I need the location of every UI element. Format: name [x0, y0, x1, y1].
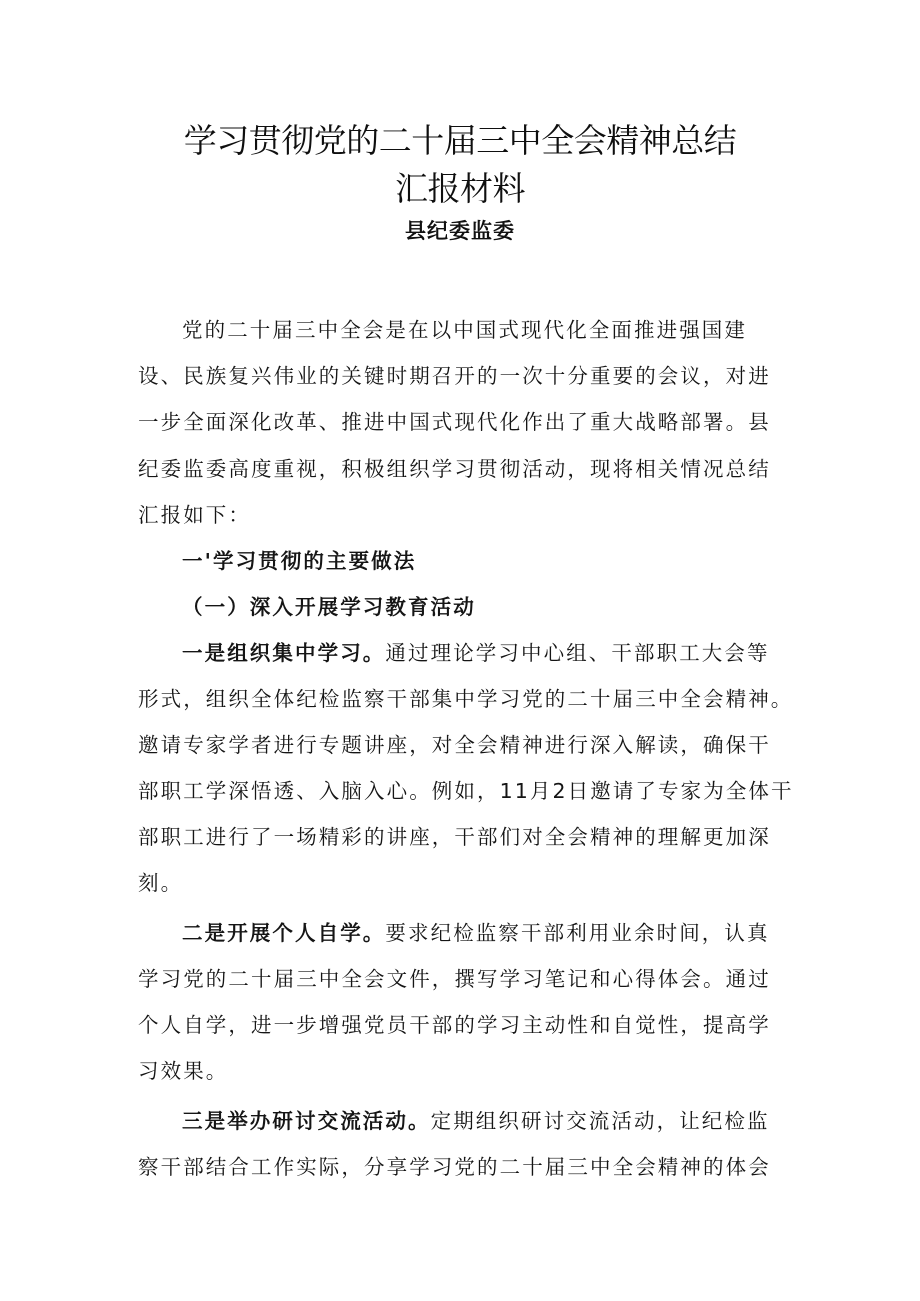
paragraph-2-line-2: 学习党的二十届三中全会文件，撰写学习笔记和心得体会。通过: [138, 967, 771, 991]
document-author: 县纪委监委: [405, 219, 515, 243]
paragraph-1-first-line: [182, 638, 798, 668]
intro-line-4: 纪委监委高度重视，积极组织学习贯彻活动，现将相关情况总结: [138, 457, 771, 481]
intro-line-3: 一步全面深化改革、推进中国式现代化作出了重大战略部署。县: [138, 410, 771, 434]
paragraph-2-line-3: 个人自学，进一步增强党员干部的学习主动性和自觉性，提高学: [138, 1013, 771, 1037]
paragraph-3-rest: 定期组织研讨交流活动，让纪检监: [430, 1109, 770, 1133]
paragraph-1-line-4: 部职工学深悟透、入脑入心。例如，11月2日邀请了专家为全体干: [138, 779, 794, 803]
intro-line-2: 设、民族复兴伟业的关键时期召开的一次十分重要的会议，对进: [138, 364, 771, 388]
paragraph-1-line-2: 形式，组织全体纪检监察干部集中学习党的二十届三中全会精神。: [138, 687, 794, 711]
paragraph-1-line-6: 刻。: [138, 871, 184, 895]
paragraph-3-lead: 三是举办研讨交流活动。: [182, 1109, 431, 1133]
paragraph-1-line-3: 邀请专家学者进行专题讲座，对全会精神进行深入解读，确保干: [138, 733, 771, 757]
paragraph-3-line-2: 察干部结合工作实际，分享学习党的二十届三中全会精神的体会: [138, 1155, 771, 1179]
document-title-line-1: 学习贯彻党的二十届三中全会精神总结: [183, 121, 737, 160]
paragraph-2-first-line: [182, 918, 798, 948]
paragraph-3-first-line: [182, 1106, 798, 1136]
intro-line-5: 汇报如下：: [138, 503, 251, 527]
paragraph-2-lead: 二是开展个人自学。: [182, 921, 386, 945]
document-title-line-2: 汇报材料: [395, 169, 525, 208]
intro-line-1: 党的二十届三中全会是在以中国式现代化全面推进强国建: [182, 318, 747, 342]
paragraph-2-line-4: 习效果。: [138, 1059, 229, 1083]
paragraph-2-rest: 要求纪检监察干部利用业余时间，认真: [385, 921, 770, 945]
paragraph-1-rest: 通过理论学习中心组、干部职工大会等: [385, 641, 770, 665]
paragraph-1-line-5: 部职工进行了一场精彩的讲座，干部们对全会精神的理解更加深: [138, 825, 771, 849]
section-heading-1: 一'学习贯彻的主要做法: [182, 549, 417, 573]
paragraph-1-lead: 一是组织集中学习。: [182, 641, 386, 665]
section-heading-2: （一）深入开展学习教育活动: [182, 595, 476, 619]
